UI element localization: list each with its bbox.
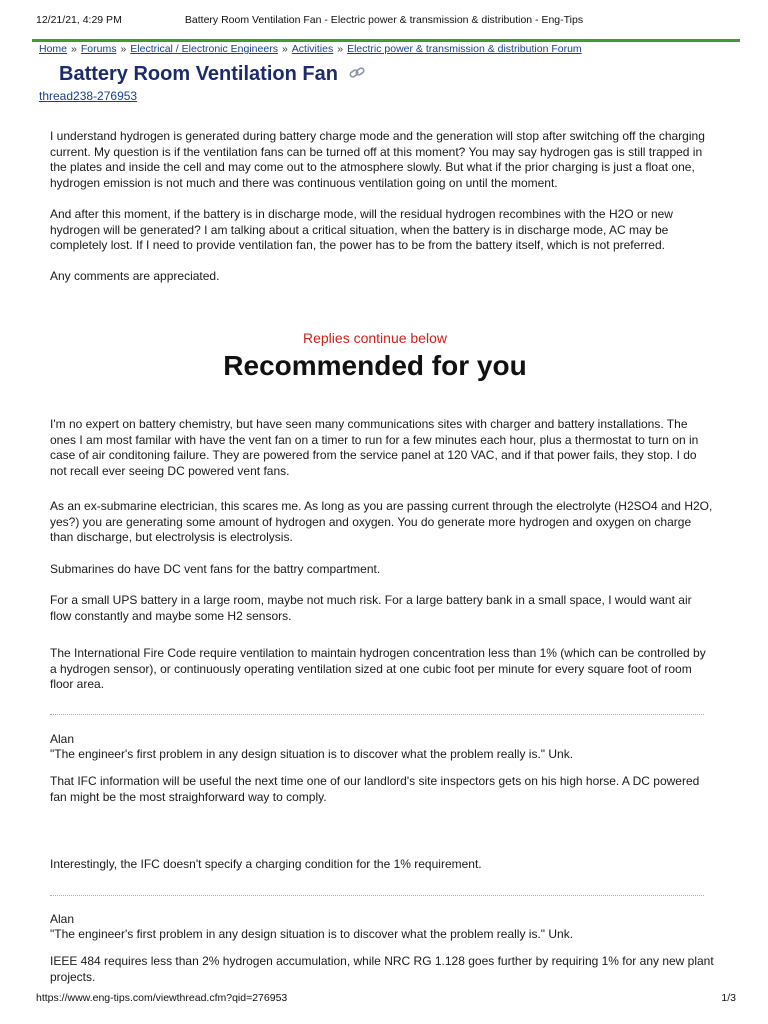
breadcrumb — [39, 43, 582, 55]
breadcrumb-separator: » — [71, 43, 77, 55]
reply-post — [50, 774, 714, 805]
reply-post — [50, 646, 714, 693]
post-paragraph: I understand hydrogen is generated during battery charge mode and the generation will stop after switching off the charging current. My question is if the ventilation fans can be turned off at this moment? You may say hydrogen gas is still trapped in the plates and inside the cell and may come out to the atmosphere slowly. But what if the prior charging is just a float one, hydrogen emission is not much and there was continuous ventilation going on until the moment. — [50, 129, 705, 190]
reply-post — [50, 593, 714, 624]
post-paragraph: Any comments are appreciated. — [50, 269, 220, 283]
reply-post — [50, 417, 714, 479]
thread-id-link[interactable]: thread238-276953 — [39, 89, 138, 103]
reply-text: That IFC information will be useful the next time one of our landlord's site inspectors gets on his high horse. A DC powered fan might be the most straighforward way to comply. — [50, 774, 700, 804]
reply-post — [50, 954, 714, 985]
reply-text: The International Fire Code require ventilation to maintain hydrogen concentration less than 1% (which can be controlled by a hydrogen sensor), or continuously operating ventilation sized at one cubic foot per minute for every square foot of room floor area. — [50, 646, 706, 692]
breadcrumb-forum-link[interactable]: Electric power & transmission & distribution Forum — [347, 43, 582, 55]
signature — [50, 716, 714, 778]
reply-post — [50, 857, 714, 873]
breadcrumb-separator: » — [337, 43, 344, 55]
reply-post — [50, 499, 714, 546]
reply-text: Interestingly, the IFC doesn't specify a charging condition for the 1% requirement. — [50, 857, 482, 871]
reply-text: IEEE 484 requires less than 2% hydrogen accumulation, while NRC RG 1.128 goes further by requiring 1% for any new plant projects. — [50, 954, 714, 984]
breadcrumb-separator: » — [281, 43, 288, 55]
breadcrumb-separator: » — [120, 43, 127, 55]
breadcrumb-home-link[interactable]: Home — [39, 43, 68, 55]
post-paragraph: And after this moment, if the battery is in discharge mode, will the residual hydrogen recombines with the H2O or new hydrogen will be generated? I am talking about a critical situation, when the battery is in discharge mode, AC may be completely lost. If I need to provide ventilation fan, the power has to be from the battery itself, which is not preferred. — [50, 207, 673, 253]
site-header-bar — [32, 39, 740, 42]
chain-link-icon[interactable] — [349, 63, 365, 86]
page-number: 1/3 — [721, 992, 736, 1004]
signature-text: Alan "The engineer's first problem in any design situation is to discover what the problem really is." Unk. — [50, 731, 574, 762]
original-post — [50, 129, 714, 191]
replies-continue-label: Replies continue below — [303, 330, 447, 346]
breadcrumb-electrical-link[interactable]: Electrical / Electronic Engineers — [130, 43, 278, 55]
print-page-title: Battery Room Ventilation Fan - Electric power & transmission & distribution - Eng-Tips — [184, 14, 584, 26]
reply-text: As an ex-submarine electrician, this scares me. As long as you are passing current through the electrolyte (H2SO4 and H2O, yes?) you are generating some amount of hydrogen and oxygen. You do generate more hydrogen and oxygen on charge than discharge, but electrolysis is electrolysis. — [50, 499, 713, 545]
reply-text: I'm no expert on battery chemistry, but have seen many communications sites with charger and battery installations. The ones I am most familar with have the vent fan on a timer to run for a few minutes each hour, plus a thermostat to turn on in case of air conditoning failure. They are powered from the service panel at 120 VAC, and if that power fails, they stop. I do not recall ever seeing DC powered vent fans. — [50, 417, 699, 478]
thread-title-text: Battery Room Ventilation Fan — [59, 63, 338, 85]
thread-title — [59, 63, 365, 86]
signature — [50, 896, 714, 958]
reply-text: For a small UPS battery in a large room, maybe not much risk. For a large battery bank in a small space, I would want air flow constantly and maybe some H2 sensors. — [50, 593, 692, 623]
page-url: https://www.eng-tips.com/viewthread.cfm?qid=276953 — [36, 992, 288, 1004]
original-post-paragraph-3 — [50, 269, 714, 285]
reply-post — [50, 562, 714, 578]
original-post-paragraph-2 — [50, 207, 714, 254]
breadcrumb-forums-link[interactable]: Forums — [80, 43, 117, 55]
reply-text: Submarines do have DC vent fans for the battry compartment. — [50, 562, 381, 576]
recommended-heading: Recommended for you — [223, 350, 527, 381]
signature-divider — [50, 714, 704, 715]
breadcrumb-activities-link[interactable]: Activities — [291, 43, 334, 55]
print-datetime: 12/21/21, 4:29 PM — [36, 14, 122, 26]
signature-text: Alan "The engineer's first problem in any design situation is to discover what the problem really is." Unk. — [50, 911, 574, 942]
